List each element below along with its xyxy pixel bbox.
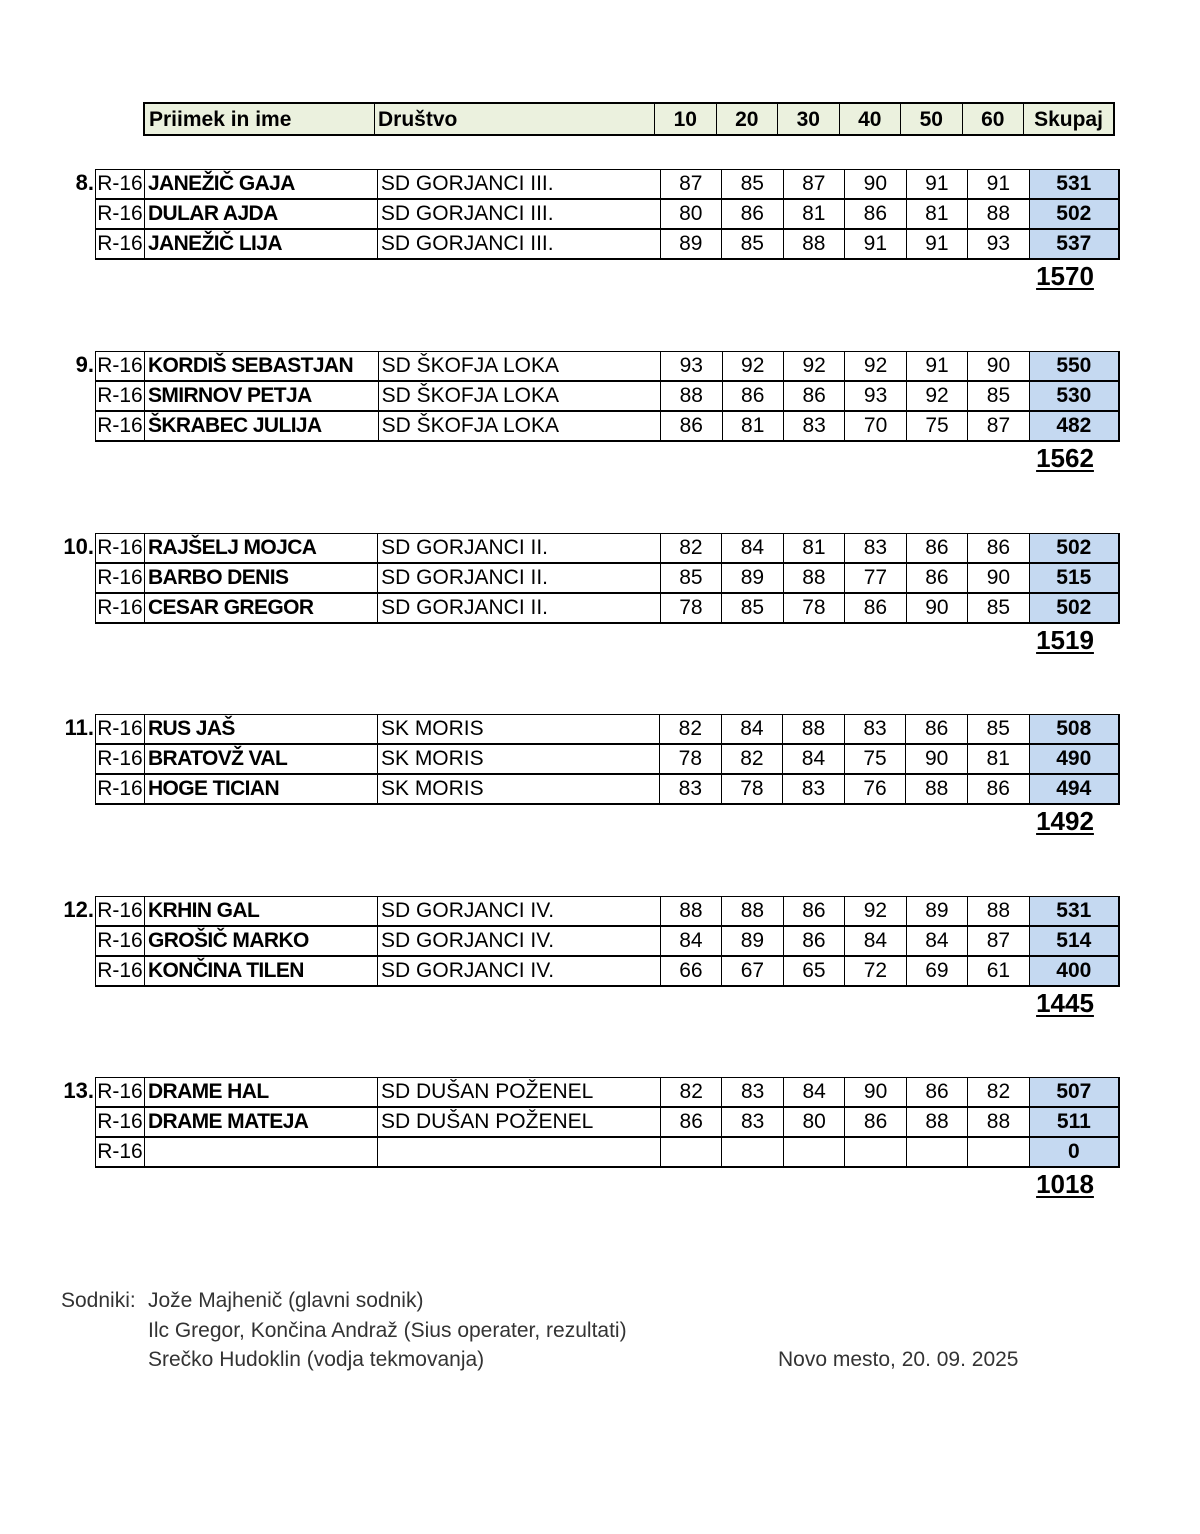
shooter-name-cell: RUS JAŠ — [144, 715, 377, 745]
series-score-cell: 67 — [722, 956, 784, 986]
club-cell: SD GORJANCI III. — [377, 199, 660, 229]
category-cell: R-16 — [96, 170, 145, 200]
series-score-cell: 86 — [783, 926, 845, 956]
club-cell: SD GORJANCI II. — [378, 563, 661, 593]
series-score-cell: 88 — [722, 897, 784, 927]
series-score-cell: 84 — [783, 1078, 844, 1108]
header-series-6: 60 — [963, 104, 1025, 134]
team-table — [95, 533, 1120, 624]
series-score-cell: 84 — [721, 715, 783, 745]
category-cell: R-16 — [96, 926, 145, 956]
shooter-total-cell: 531 — [1029, 170, 1119, 200]
series-score-cell: 84 — [660, 926, 722, 956]
shooter-total-cell: 502 — [1029, 199, 1119, 229]
series-score-cell: 83 — [660, 774, 722, 804]
series-score-cell: 91 — [845, 229, 907, 259]
series-score-cell: 83 — [783, 774, 845, 804]
category-cell: R-16 — [96, 1107, 145, 1137]
club-cell: SD GORJANCI IV. — [378, 956, 661, 986]
table-row — [96, 897, 1120, 927]
series-score-cell: 88 — [783, 229, 845, 259]
shooter-total-cell: 482 — [1029, 411, 1119, 441]
series-score-cell: 86 — [967, 774, 1029, 804]
club-cell: SD GORJANCI III. — [377, 170, 660, 200]
table-row — [96, 593, 1120, 623]
header-name: Priimek in ime — [145, 104, 375, 134]
club-cell: SD GORJANCI II. — [378, 593, 661, 623]
series-score-cell: 88 — [906, 774, 968, 804]
series-score-cell: 92 — [845, 352, 906, 382]
series-score-cell: 78 — [783, 593, 845, 623]
series-score-cell: 91 — [968, 170, 1030, 200]
shooter-total-cell: 511 — [1029, 1107, 1119, 1137]
team-rank: 8. — [75, 170, 94, 195]
shooter-name-cell: DRAME HAL — [144, 1078, 377, 1108]
shooter-name-cell: BARBO DENIS — [144, 563, 377, 593]
shooter-name-cell: JANEŽIČ GAJA — [144, 170, 377, 200]
category-cell: R-16 — [96, 352, 145, 382]
shooter-name-cell: DRAME MATEJA — [144, 1107, 377, 1137]
series-score-cell: 76 — [844, 774, 906, 804]
category-cell: R-16 — [96, 534, 145, 564]
team-table — [95, 896, 1120, 987]
series-score-cell: 93 — [661, 352, 722, 382]
shooter-total-cell: 537 — [1029, 229, 1119, 259]
judge-leader: Srečko Hudoklin (vodja tekmovanja) — [148, 1348, 485, 1371]
shooter-name-cell: BRATOVŽ VAL — [144, 744, 377, 774]
series-score-cell: 86 — [783, 381, 844, 411]
series-score-cell: 88 — [783, 563, 845, 593]
series-score-cell: 88 — [968, 199, 1030, 229]
series-score-cell: 84 — [722, 534, 784, 564]
shooter-name-cell: SMIRNOV PETJA — [144, 381, 378, 411]
series-score-cell: 82 — [721, 744, 783, 774]
team-rank: 11. — [64, 715, 94, 740]
series-score-cell: 72 — [845, 956, 907, 986]
series-score-cell: 89 — [722, 563, 784, 593]
table-row — [96, 1107, 1120, 1137]
shooter-name-cell: RAJŠELJ MOJCA — [144, 534, 377, 564]
category-cell: R-16 — [96, 715, 145, 745]
table-row — [96, 170, 1120, 200]
shooter-name-cell: KONČINA TILEN — [144, 956, 377, 986]
shooter-name-cell: GROŠIČ MARKO — [144, 926, 377, 956]
team-total: 1570 — [1036, 261, 1094, 291]
series-score-cell: 78 — [721, 774, 783, 804]
category-cell: R-16 — [96, 1137, 145, 1167]
series-score-cell: 88 — [660, 897, 722, 927]
table-row — [96, 199, 1120, 229]
series-score-cell: 81 — [967, 744, 1029, 774]
table-row — [96, 956, 1120, 986]
category-cell: R-16 — [96, 897, 145, 927]
series-score-cell: 92 — [783, 352, 844, 382]
shooter-total-cell: 550 — [1029, 352, 1119, 382]
series-score-cell: 81 — [783, 534, 845, 564]
series-score-cell — [845, 1137, 906, 1167]
series-score-cell: 92 — [722, 352, 783, 382]
series-score-cell: 82 — [660, 715, 722, 745]
category-cell: R-16 — [96, 411, 145, 441]
shooter-name-cell — [144, 1137, 377, 1167]
series-score-cell: 83 — [722, 1107, 783, 1137]
series-score-cell: 69 — [906, 956, 968, 986]
series-score-cell: 86 — [660, 1107, 721, 1137]
shooter-name-cell: HOGE TICIAN — [144, 774, 377, 804]
table-row — [96, 381, 1120, 411]
series-score-cell — [722, 1137, 783, 1167]
series-score-cell: 86 — [906, 534, 968, 564]
header-series-2: 20 — [717, 104, 779, 134]
table-row — [96, 352, 1120, 382]
table-row — [96, 411, 1120, 441]
series-score-cell: 89 — [906, 897, 968, 927]
club-cell: SD GORJANCI II. — [378, 534, 661, 564]
series-score-cell: 80 — [660, 199, 722, 229]
series-score-cell: 91 — [906, 170, 968, 200]
header-series-3: 30 — [778, 104, 840, 134]
series-score-cell: 85 — [967, 715, 1029, 745]
shooter-total-cell: 508 — [1029, 715, 1119, 745]
series-score-cell: 61 — [968, 956, 1030, 986]
series-score-cell: 90 — [845, 1078, 906, 1108]
team-table — [95, 169, 1120, 260]
series-score-cell: 83 — [722, 1078, 783, 1108]
shooter-total-cell: 514 — [1029, 926, 1119, 956]
series-score-cell: 86 — [722, 381, 783, 411]
series-score-cell — [660, 1137, 721, 1167]
club-cell: SD ŠKOFJA LOKA — [378, 411, 660, 441]
team-table — [95, 351, 1120, 442]
series-score-cell: 90 — [906, 744, 968, 774]
header-club: Društvo — [375, 104, 655, 134]
series-score-cell: 78 — [660, 593, 722, 623]
series-score-cell: 86 — [906, 1078, 967, 1108]
series-score-cell: 89 — [722, 926, 784, 956]
series-score-cell: 86 — [968, 534, 1030, 564]
header-series-4: 40 — [840, 104, 902, 134]
category-cell: R-16 — [96, 199, 145, 229]
series-score-cell: 90 — [845, 170, 907, 200]
team-rank: 9. — [75, 352, 94, 377]
shooter-total-cell: 507 — [1029, 1078, 1119, 1108]
series-score-cell: 88 — [968, 897, 1030, 927]
series-score-cell: 85 — [968, 381, 1029, 411]
category-cell: R-16 — [96, 381, 145, 411]
series-score-cell: 80 — [783, 1107, 844, 1137]
header-total: Skupaj — [1034, 108, 1103, 131]
series-score-cell: 91 — [906, 229, 968, 259]
judge-operators: Ilc Gregor, Končina Andraž (Sius operater, rezultati) — [148, 1319, 627, 1342]
series-score-cell: 85 — [968, 593, 1030, 623]
club-cell: SD ŠKOFJA LOKA — [378, 381, 660, 411]
judges-label: Sodniki: — [61, 1289, 136, 1312]
series-score-cell: 84 — [783, 744, 845, 774]
table-row — [96, 563, 1120, 593]
series-score-cell: 87 — [968, 411, 1029, 441]
series-score-cell: 82 — [968, 1078, 1029, 1108]
series-score-cell: 85 — [722, 593, 784, 623]
series-score-cell: 88 — [661, 381, 722, 411]
series-score-cell: 66 — [660, 956, 722, 986]
series-score-cell: 90 — [906, 593, 968, 623]
club-cell — [377, 1137, 660, 1167]
series-score-cell: 82 — [660, 534, 722, 564]
place-date: Novo mesto, 20. 09. 2025 — [778, 1348, 1019, 1371]
series-score-cell: 83 — [845, 534, 907, 564]
table-row — [96, 534, 1120, 564]
shooter-total-cell: 515 — [1029, 563, 1119, 593]
club-cell: SK MORIS — [377, 774, 659, 804]
series-score-cell: 89 — [660, 229, 722, 259]
series-score-cell: 87 — [660, 170, 722, 200]
series-score-cell — [783, 1137, 844, 1167]
team-rank: 12. — [63, 897, 94, 922]
shooter-total-cell: 502 — [1029, 593, 1119, 623]
series-score-cell: 83 — [783, 411, 844, 441]
series-score-cell — [906, 1137, 967, 1167]
series-score-cell: 86 — [906, 563, 968, 593]
club-cell: SK MORIS — [377, 715, 659, 745]
series-score-cell: 86 — [906, 715, 968, 745]
series-score-cell: 90 — [968, 352, 1029, 382]
club-cell: SD GORJANCI IV. — [378, 926, 661, 956]
team-table — [95, 1077, 1120, 1168]
shooter-total-cell: 490 — [1029, 744, 1119, 774]
category-cell: R-16 — [96, 1078, 145, 1108]
series-score-cell: 85 — [722, 170, 784, 200]
shooter-name-cell: KORDIŠ SEBASTJAN — [144, 352, 378, 382]
team-rank: 13. — [63, 1078, 94, 1103]
series-score-cell: 77 — [845, 563, 907, 593]
table-row — [96, 715, 1120, 745]
club-cell: SD DUŠAN POŽENEL — [377, 1078, 660, 1108]
series-score-cell: 81 — [783, 199, 845, 229]
shooter-name-cell: ŠKRABEC JULIJA — [144, 411, 378, 441]
header-series-1: 10 — [655, 104, 717, 134]
series-score-cell: 85 — [660, 563, 722, 593]
category-cell: R-16 — [96, 774, 145, 804]
shooter-total-cell: 0 — [1029, 1137, 1119, 1167]
series-score-cell: 88 — [906, 1107, 967, 1137]
series-score-cell: 82 — [660, 1078, 721, 1108]
club-cell: SK MORIS — [377, 744, 659, 774]
series-score-cell: 70 — [845, 411, 906, 441]
shooter-name-cell: KRHIN GAL — [144, 897, 377, 927]
series-score-cell: 86 — [845, 593, 907, 623]
category-cell: R-16 — [96, 229, 145, 259]
team-total: 1562 — [1036, 443, 1094, 473]
shooter-name-cell: DULAR AJDA — [144, 199, 377, 229]
series-score-cell: 93 — [845, 381, 906, 411]
table-row — [96, 926, 1120, 956]
category-cell: R-16 — [96, 744, 145, 774]
club-cell: SD DUŠAN POŽENEL — [377, 1107, 660, 1137]
team-total: 1492 — [1036, 806, 1094, 836]
category-cell: R-16 — [96, 563, 145, 593]
team-total: 1445 — [1036, 988, 1094, 1018]
series-score-cell: 84 — [906, 926, 968, 956]
column-header-row — [143, 102, 1115, 136]
table-row — [96, 1078, 1120, 1108]
series-score-cell: 86 — [722, 199, 784, 229]
shooter-total-cell: 400 — [1029, 956, 1119, 986]
series-score-cell: 81 — [722, 411, 783, 441]
series-score-cell: 65 — [783, 956, 845, 986]
club-cell: SD GORJANCI IV. — [378, 897, 661, 927]
header-series-5: 50 — [901, 104, 963, 134]
table-row — [96, 229, 1120, 259]
club-cell: SD ŠKOFJA LOKA — [378, 352, 660, 382]
shooter-total-cell: 494 — [1029, 774, 1119, 804]
series-score-cell: 84 — [845, 926, 907, 956]
team-table — [95, 714, 1120, 805]
series-score-cell: 88 — [783, 715, 845, 745]
team-total: 1519 — [1036, 625, 1094, 655]
series-score-cell: 75 — [844, 744, 906, 774]
series-score-cell: 90 — [968, 563, 1030, 593]
team-total: 1018 — [1036, 1169, 1094, 1199]
series-score-cell: 86 — [845, 199, 907, 229]
series-score-cell: 83 — [844, 715, 906, 745]
judge-main: Jože Majhenič (glavni sodnik) — [148, 1289, 424, 1312]
shooter-name-cell: JANEŽIČ LIJA — [144, 229, 377, 259]
shooter-name-cell: CESAR GREGOR — [144, 593, 377, 623]
table-row — [96, 1137, 1120, 1167]
series-score-cell: 92 — [845, 897, 907, 927]
series-score-cell: 87 — [783, 170, 845, 200]
series-score-cell: 87 — [968, 926, 1030, 956]
series-score-cell: 93 — [968, 229, 1030, 259]
club-cell: SD GORJANCI III. — [377, 229, 660, 259]
series-score-cell: 88 — [968, 1107, 1029, 1137]
shooter-total-cell: 531 — [1029, 897, 1119, 927]
series-score-cell: 78 — [660, 744, 722, 774]
series-score-cell: 86 — [661, 411, 722, 441]
series-score-cell: 81 — [906, 199, 968, 229]
series-score-cell: 85 — [722, 229, 784, 259]
table-row — [96, 774, 1120, 804]
series-score-cell: 75 — [906, 411, 967, 441]
shooter-total-cell: 502 — [1029, 534, 1119, 564]
team-rank: 10. — [63, 534, 94, 559]
series-score-cell: 91 — [906, 352, 967, 382]
shooter-total-cell: 530 — [1029, 381, 1119, 411]
series-score-cell — [968, 1137, 1029, 1167]
series-score-cell: 86 — [783, 897, 845, 927]
table-row — [96, 744, 1120, 774]
category-cell: R-16 — [96, 593, 145, 623]
category-cell: R-16 — [96, 956, 145, 986]
series-score-cell: 86 — [845, 1107, 906, 1137]
series-score-cell: 92 — [906, 381, 967, 411]
